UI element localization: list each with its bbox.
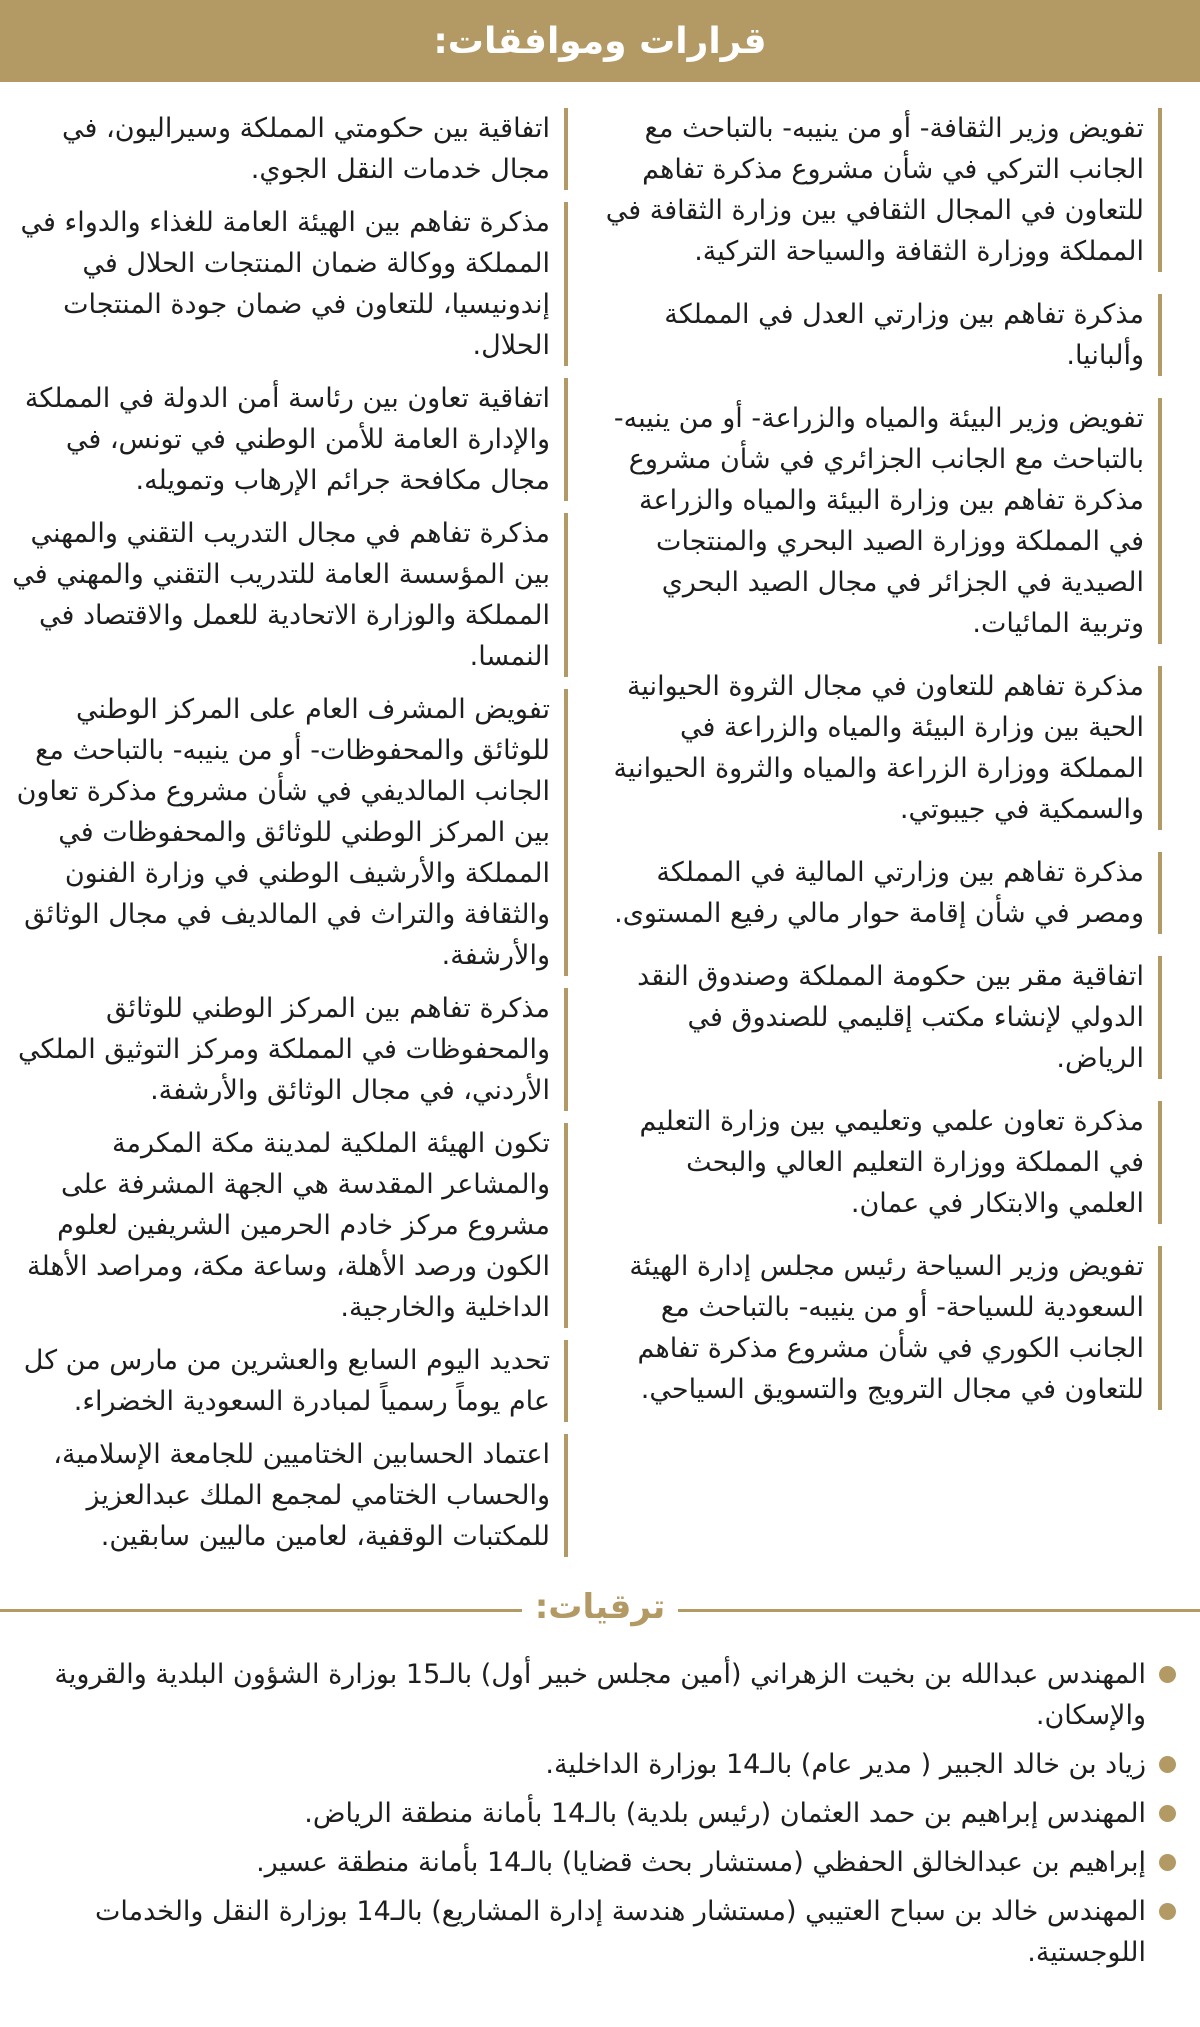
decision-item: مذكرة تفاهم في مجال التدريب التقني والمهني بين المؤسسة العامة للتدريب التقني والمهني في المملكة والوزارة الاتحادية للعمل والاقتصاد في النمسا. (6, 513, 568, 677)
decision-item: تفويض وزير البيئة والمياه والزراعة- أو من ينيبه- بالتباحث مع الجانب الجزائري في شأن مشروع مذكرة تفاهم بين وزارة البيئة والمياه والزراعة في المملكة ووزارة الصيد البحري والمنتجات الصيدية في الجزائر في مجال الصيد البحري وتربية المائيات. (602, 398, 1162, 644)
bullet-icon (1159, 1666, 1176, 1683)
decision-item: مذكرة تفاهم بين وزارتي المالية في المملكة ومصر في شأن إقامة حوار مالي رفيع المستوى. (602, 852, 1162, 934)
promotion-text: زياد بن خالد الجبير ( مدير عام) بالـ14 بوزارة الداخلية. (545, 1749, 1146, 1780)
promotion-item (16, 1793, 1176, 1834)
promotions-title: ترقيات: (534, 1587, 666, 1627)
bullet-icon (1159, 1805, 1176, 1822)
divider (0, 1609, 522, 1612)
decision-item: اتفاقية مقر بين حكومة المملكة وصندوق النقد الدولي لإنشاء مكتب إقليمي للصندوق في الرياض. (602, 956, 1162, 1079)
decision-item: تفويض وزير السياحة رئيس مجلس إدارة الهيئة السعودية للسياحة- أو من ينيبه- بالتباحث مع الجانب الكوري في شأن مشروع مذكرة تفاهم للتعاون في مجال الترويج والتسويق السياحي. (602, 1246, 1162, 1410)
decision-item: مذكرة تفاهم بين وزارتي العدل في المملكة وألبانيا. (602, 294, 1162, 376)
promotion-item (16, 1654, 1176, 1736)
promotion-text: المهندس إبراهيم بن حمد العثمان (رئيس بلدية) بالـ14 بأمانة منطقة الرياض. (304, 1798, 1146, 1829)
promotion-item (16, 1744, 1176, 1785)
decision-item: مذكرة تفاهم بين المركز الوطني للوثائق والمحفوظات في المملكة ومركز التوثيق الملكي الأردني، في مجال الوثائق والأرشفة. (6, 988, 568, 1111)
divider (678, 1609, 1200, 1612)
decision-item: اتفاقية تعاون بين رئاسة أمن الدولة في المملكة والإدارة العامة للأمن الوطني في تونس، في مجال مكافحة جرائم الإرهاب وتمويله. (6, 378, 568, 501)
decision-item: تكون الهيئة الملكية لمدينة مكة المكرمة والمشاعر المقدسة هي الجهة المشرفة على مشروع مركز خادم الحرمين الشريفين لعلوم الكون ورصد الأهلة، وساعة مكة، ومراصد الأهلة الداخلية والخارجية. (6, 1123, 568, 1328)
decision-item: تفويض المشرف العام على المركز الوطني للوثائق والمحفوظات- أو من ينيبه- بالتباحث مع الجانب المالديفي في شأن مشروع مذكرة تعاون بين المركز الوطني للوثائق والمحفوظات في المملكة والأرشيف الوطني في وزارة الفنون والثقافة والتراث في المالديف في مجال الوثائق والأرشفة. (6, 689, 568, 976)
bullet-icon (1159, 1903, 1176, 1920)
bullet-icon (1159, 1854, 1176, 1871)
decision-item: اعتماد الحسابين الختاميين للجامعة الإسلامية، والحساب الختامي لمجمع الملك عبدالعزيز للمكتبات الوقفية، لعامين ماليين سابقين. (6, 1434, 568, 1557)
decision-item: مذكرة تعاون علمي وتعليمي بين وزارة التعليم في المملكة ووزارة التعليم العالي والبحث العلمي والابتكار في عمان. (602, 1101, 1162, 1224)
decision-item: مذكرة تفاهم بين الهيئة العامة للغذاء والدواء في المملكة ووكالة ضمان المنتجات الحلال في إندونيسيا، للتعاون في ضمان جودة المنتجات الحلال. (6, 202, 568, 366)
bullet-icon (1159, 1756, 1176, 1773)
promotions-list (16, 1654, 1176, 1981)
section-header (0, 0, 1200, 82)
section-title: قرارات وموافقات: (433, 20, 767, 62)
promotions-heading (0, 1587, 1200, 1631)
decision-item: اتفاقية بين حكومتي المملكة وسيراليون، في مجال خدمات النقل الجوي. (6, 108, 568, 190)
promotion-item (16, 1891, 1176, 1973)
promotion-item (16, 1842, 1176, 1883)
promotion-text: إبراهيم بن عبدالخالق الحفظي (مستشار بحث قضايا) بالـ14 بأمانة منطقة عسير. (256, 1847, 1146, 1878)
decision-item: تحديد اليوم السابع والعشرين من مارس من كل عام يوماً رسمياً لمبادرة السعودية الخضراء. (6, 1340, 568, 1422)
decision-item: مذكرة تفاهم للتعاون في مجال الثروة الحيوانية الحية بين وزارة البيئة والمياه والزراعة في المملكة ووزارة الزراعة والمياه والثروة الحيوانية والسمكية في جيبوتي. (602, 666, 1162, 830)
decision-item: تفويض وزير الثقافة- أو من ينيبه- بالتباحث مع الجانب التركي في شأن مشروع مذكرة تفاهم للتعاون في المجال الثقافي بين وزارة الثقافة في المملكة ووزارة الثقافة والسياحة التركية. (602, 108, 1162, 272)
decisions-column-left (6, 108, 568, 1569)
decisions-column-right (602, 108, 1162, 1432)
promotion-text: المهندس عبدالله بن بخيت الزهراني (أمين مجلس خبير أول) بالـ15 بوزارة الشؤون البلدية والقروية والإسكان. (54, 1659, 1146, 1731)
promotion-text: المهندس خالد بن سباح العتيبي (مستشار هندسة إدارة المشاريع) بالـ14 بوزارة النقل والخدمات اللوجستية. (94, 1896, 1146, 1968)
